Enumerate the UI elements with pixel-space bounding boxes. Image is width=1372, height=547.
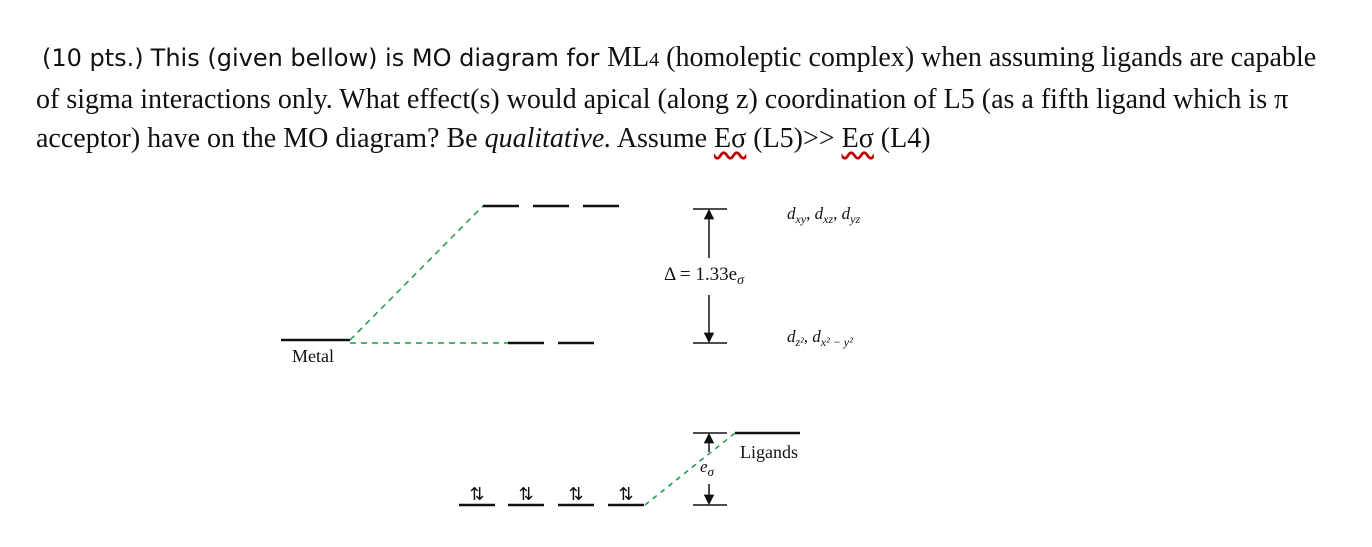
connector-metal-upper <box>350 206 483 340</box>
ligands-label: Ligands <box>740 442 798 462</box>
question-part3: Assume <box>611 123 715 154</box>
question-part1: This (given bellow) is MO diagram for <box>150 44 608 72</box>
question-part2: (homoleptic complex) when assuming ligands are capable of sigma interactions only. What effect(s) would apical (along z) coordination of L5 (as a fifth ligand which is π acceptor) have on the MO diagram? Be <box>36 42 1317 154</box>
lower-orbital-labels: $d_{z^2}$, $d_{x^2 - y^2}$ <box>787 327 853 349</box>
delta-label: $\Delta = 1.33e_\sigma$ <box>664 264 744 288</box>
points-label: (10 pts.) <box>42 44 144 72</box>
connector-bonding-ligands <box>645 433 735 505</box>
electron-pair-4: ⇅ <box>618 484 634 504</box>
upper-orbital-labels: $d_{xy}$, $d_{xz}$, $d_{yz}$ <box>787 204 861 226</box>
e-sigma-l5: Eσ <box>714 123 747 154</box>
metal-label: Metal <box>292 346 334 366</box>
electron-pair-3: ⇅ <box>568 484 584 504</box>
electron-pair-1: ⇅ <box>469 484 485 504</box>
e-sigma-l4: Eσ <box>841 123 874 154</box>
qualitative-word: qualitative. <box>484 123 612 154</box>
esigma-label: $e_\sigma$ <box>700 457 714 479</box>
ml4-formula: ML4 <box>607 42 660 73</box>
electron-pair-2: ⇅ <box>518 484 534 504</box>
question-part4: (L5)>> <box>746 123 842 154</box>
question-part5: (L4) <box>873 123 931 154</box>
